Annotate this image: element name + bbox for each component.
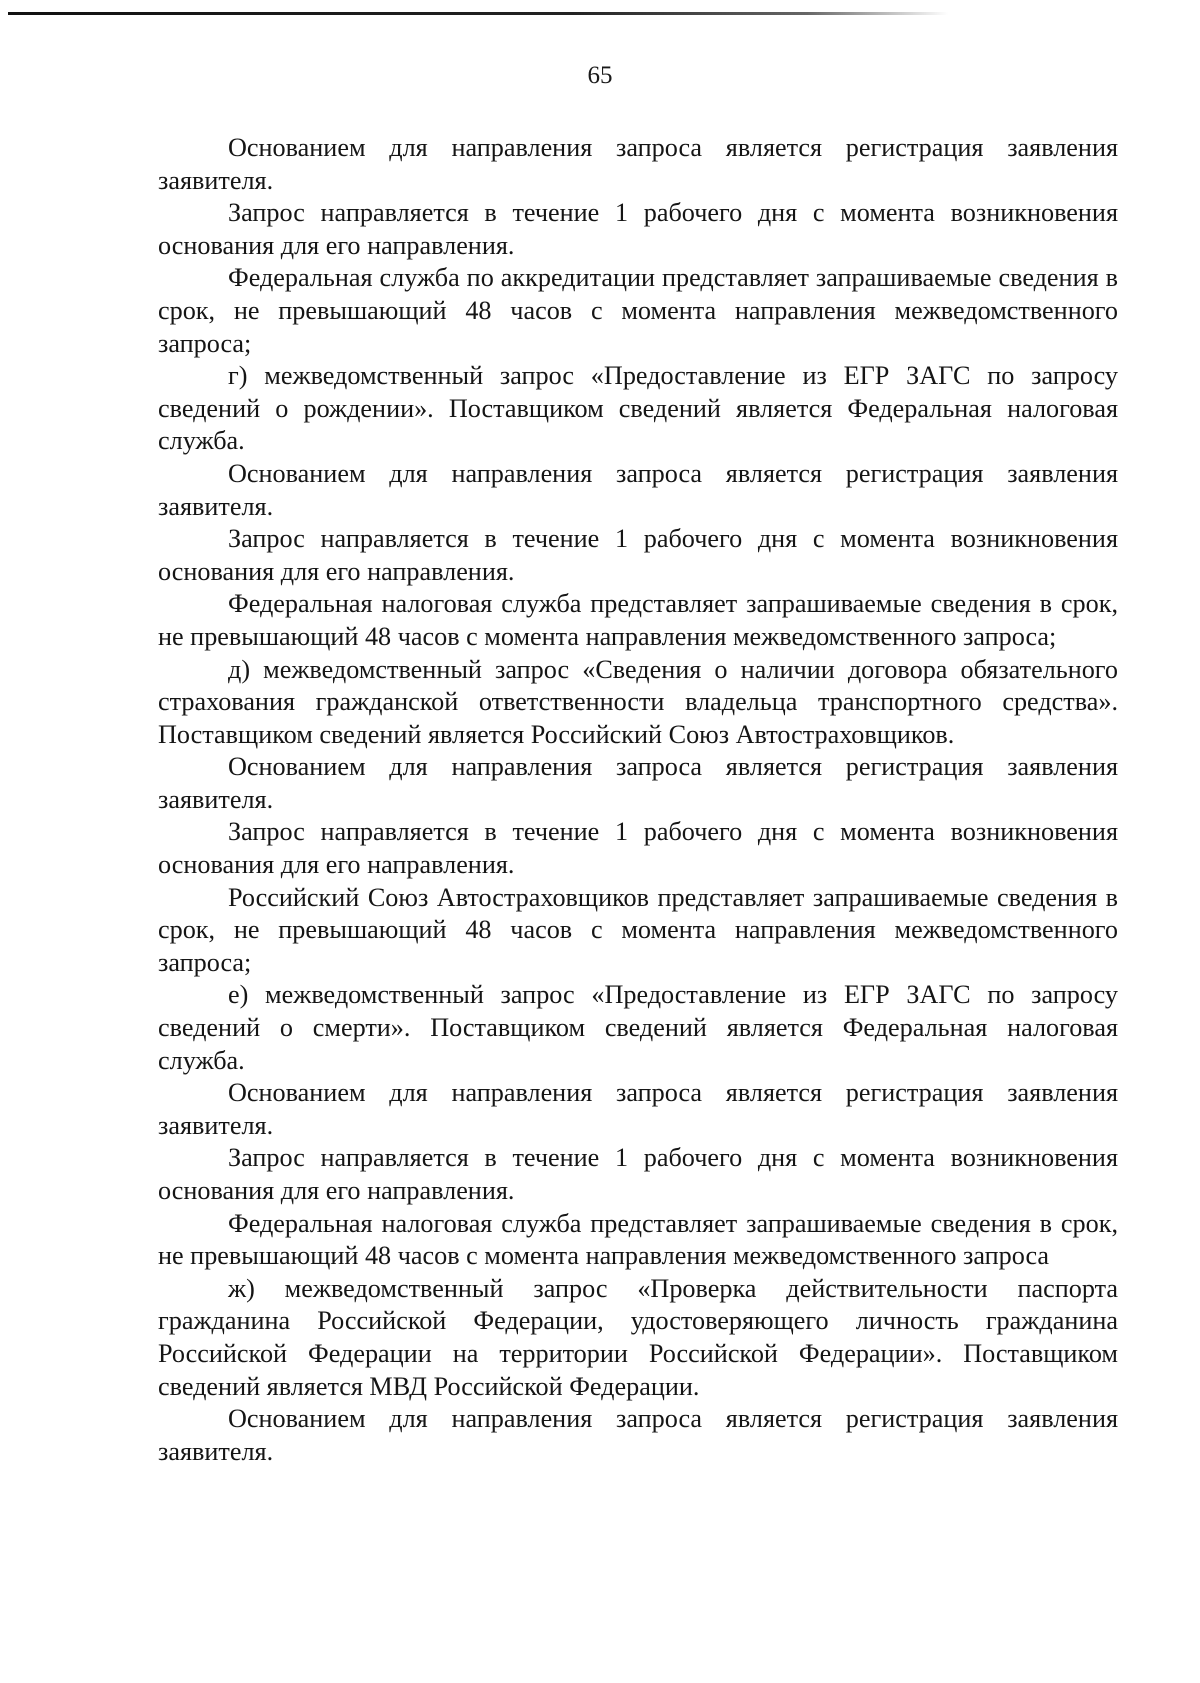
paragraph: Основанием для направления запроса является регистрация заявления заявителя. [158, 752, 1118, 814]
document-body [158, 132, 1118, 1468]
paragraph: Запрос направляется в течение 1 рабочего дня с момента возникновения основания для его направления. [158, 524, 1118, 586]
paragraph-item-zh: ж) межведомственный запрос «Проверка действительности паспорта гражданина Российской Федерации, удостоверяющего личность гражданина Российской Федерации на территории Российской Федерации». Поставщиком сведений является МВД Российской Федерации. [158, 1273, 1118, 1401]
paragraph-item-d: д) межведомственный запрос «Сведения о наличии договора обязательного страхования гражданской ответственности владельца транспортного средства». Поставщиком сведений является Российский Союз Автостраховщиков. [158, 654, 1118, 749]
paragraph: Федеральная служба по аккредитации представляет запрашиваемые сведения в срок, не превышающий 48 часов с момента направления межведомственного запроса; [158, 263, 1118, 358]
paragraph-item-e: е) межведомственный запрос «Предоставление из ЕГР ЗАГС по запросу сведений о смерти». Поставщиком сведений является Федеральная налоговая служба. [158, 980, 1118, 1075]
paragraph: Запрос направляется в течение 1 рабочего дня с момента возникновения основания для его направления. [158, 198, 1118, 260]
paragraph: Федеральная налоговая служба представляет запрашиваемые сведения в срок, не превышающий 48 часов с момента направления межведомственного запроса; [158, 589, 1118, 651]
scan-edge-line [8, 12, 948, 15]
paragraph: Основанием для направления запроса является регистрация заявления заявителя. [158, 1078, 1118, 1140]
paragraph: Запрос направляется в течение 1 рабочего дня с момента возникновения основания для его направления. [158, 817, 1118, 880]
page-number: 65 [587, 62, 613, 89]
paragraph-item-g: г) межведомственный запрос «Предоставление из ЕГР ЗАГС по запросу сведений о рождении». Поставщиком сведений является Федеральная налоговая служба. [158, 361, 1118, 456]
paragraph: Российский Союз Автостраховщиков представляет запрашиваемые сведения в срок, не превышающий 48 часов с момента направления межведомственного запроса; [158, 882, 1118, 977]
paragraph: Основанием для направления запроса является регистрация заявления заявителя. [158, 1404, 1118, 1466]
paragraph: Запрос направляется в течение 1 рабочего дня с момента возникновения основания для его направления. [158, 1143, 1118, 1205]
paragraph: Основанием для направления запроса является регистрация заявления заявителя. [158, 458, 1118, 521]
paragraph: Основанием для направления запроса является регистрация заявления заявителя. [158, 133, 1118, 195]
paragraph: Федеральная налоговая служба представляет запрашиваемые сведения в срок, не превышающий 48 часов с момента направления межведомственного запроса [158, 1208, 1118, 1271]
